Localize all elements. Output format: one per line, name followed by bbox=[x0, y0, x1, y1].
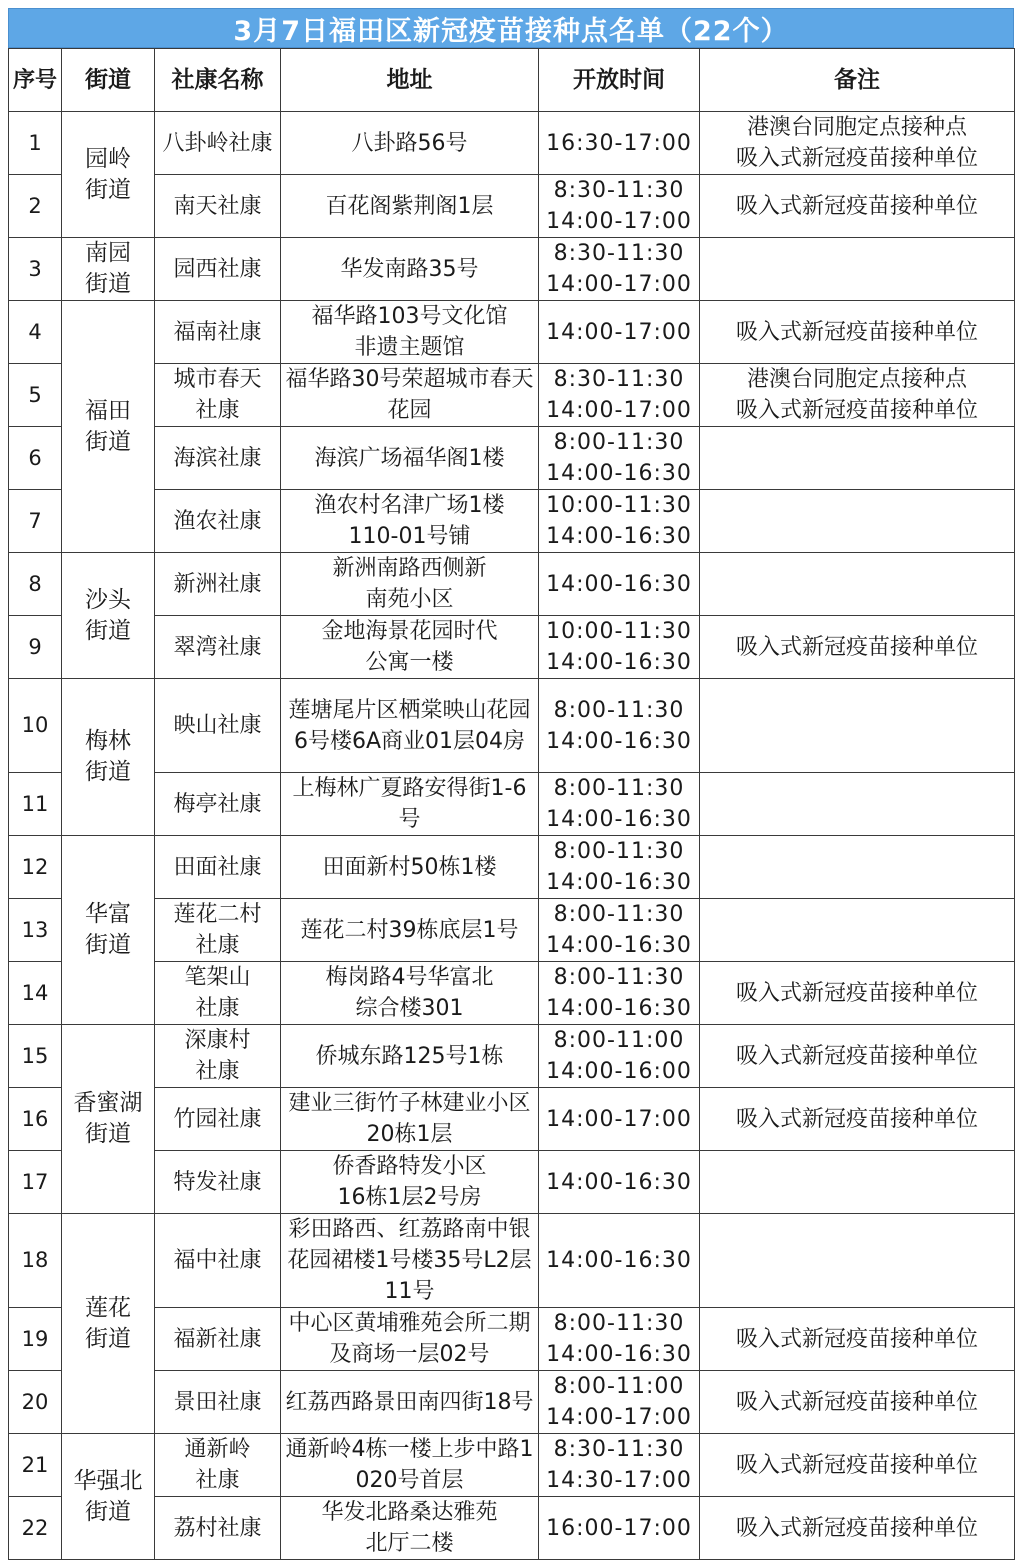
cell-hours: 8:00-11:30 14:00-16:30 bbox=[539, 773, 700, 836]
cell-clinic: 海滨社康 bbox=[155, 427, 281, 490]
cell-clinic: 田面社康 bbox=[155, 836, 281, 899]
cell-address: 红荔西路景田南四街18号 bbox=[281, 1371, 539, 1434]
cell-street: 园岭街道 bbox=[62, 112, 155, 238]
cell-seq: 16 bbox=[9, 1088, 62, 1151]
cell-address: 梅岗路4号华富北 综合楼301 bbox=[281, 962, 539, 1025]
cell-clinic: 新洲社康 bbox=[155, 553, 281, 616]
cell-address: 华发北路桑达雅苑 北厅二楼 bbox=[281, 1497, 539, 1560]
table-row bbox=[9, 1214, 1015, 1308]
table-row bbox=[9, 1434, 1015, 1497]
cell-address: 田面新村50栋1楼 bbox=[281, 836, 539, 899]
cell-address: 通新岭4栋一楼上步中路1020号首层 bbox=[281, 1434, 539, 1497]
cell-clinic: 福南社康 bbox=[155, 301, 281, 364]
table-row bbox=[9, 427, 1015, 490]
cell-seq: 7 bbox=[9, 490, 62, 553]
cell-seq: 1 bbox=[9, 112, 62, 175]
cell-address: 福华路103号文化馆 非遗主题馆 bbox=[281, 301, 539, 364]
cell-seq: 8 bbox=[9, 553, 62, 616]
table-row bbox=[9, 773, 1015, 836]
cell-notes: 吸入式新冠疫苗接种单位 bbox=[700, 1308, 1015, 1371]
cell-notes bbox=[700, 427, 1015, 490]
cell-notes: 吸入式新冠疫苗接种单位 bbox=[700, 1434, 1015, 1497]
cell-address: 华发南路35号 bbox=[281, 238, 539, 301]
header-seq: 序号 bbox=[9, 49, 62, 112]
table-row bbox=[9, 679, 1015, 773]
cell-clinic: 南天社康 bbox=[155, 175, 281, 238]
header-street: 街道 bbox=[62, 49, 155, 112]
cell-seq: 4 bbox=[9, 301, 62, 364]
table-row bbox=[9, 1025, 1015, 1088]
cell-street: 南园街道 bbox=[62, 238, 155, 301]
table-row bbox=[9, 175, 1015, 238]
table-row bbox=[9, 364, 1015, 427]
cell-address: 八卦路56号 bbox=[281, 112, 539, 175]
cell-clinic: 渔农社康 bbox=[155, 490, 281, 553]
cell-notes: 港澳台同胞定点接种点 吸入式新冠疫苗接种单位 bbox=[700, 364, 1015, 427]
cell-notes bbox=[700, 1214, 1015, 1308]
cell-address: 上梅林广夏路安得街1-6号 bbox=[281, 773, 539, 836]
cell-hours: 14:00-16:30 bbox=[539, 1151, 700, 1214]
table-row bbox=[9, 1371, 1015, 1434]
cell-notes: 吸入式新冠疫苗接种单位 bbox=[700, 1497, 1015, 1560]
header-clinic: 社康名称 bbox=[155, 49, 281, 112]
cell-notes: 吸入式新冠疫苗接种单位 bbox=[700, 301, 1015, 364]
cell-seq: 2 bbox=[9, 175, 62, 238]
cell-seq: 6 bbox=[9, 427, 62, 490]
cell-hours: 16:00-17:00 bbox=[539, 1497, 700, 1560]
cell-clinic: 通新岭 社康 bbox=[155, 1434, 281, 1497]
cell-address: 彩田路西、红荔路南中银花园裙楼1号楼35号L2层11号 bbox=[281, 1214, 539, 1308]
cell-clinic: 映山社康 bbox=[155, 679, 281, 773]
cell-hours: 8:30-11:30 14:30-17:00 bbox=[539, 1434, 700, 1497]
cell-clinic: 城市春天 社康 bbox=[155, 364, 281, 427]
cell-notes: 吸入式新冠疫苗接种单位 bbox=[700, 616, 1015, 679]
cell-street: 莲花街道 bbox=[62, 1214, 155, 1434]
cell-clinic: 福中社康 bbox=[155, 1214, 281, 1308]
table-row bbox=[9, 238, 1015, 301]
cell-hours: 14:00-17:00 bbox=[539, 301, 700, 364]
cell-notes: 吸入式新冠疫苗接种单位 bbox=[700, 1025, 1015, 1088]
table-title: 3月7日福田区新冠疫苗接种点名单（22个） bbox=[8, 8, 1014, 48]
cell-address: 新洲南路西侧新 南苑小区 bbox=[281, 553, 539, 616]
cell-address: 海滨广场福华阁1楼 bbox=[281, 427, 539, 490]
cell-seq: 15 bbox=[9, 1025, 62, 1088]
cell-hours: 8:30-11:30 14:00-17:00 bbox=[539, 238, 700, 301]
cell-seq: 3 bbox=[9, 238, 62, 301]
table-row bbox=[9, 301, 1015, 364]
cell-hours: 8:00-11:00 14:00-16:00 bbox=[539, 1025, 700, 1088]
table-row bbox=[9, 1151, 1015, 1214]
header-address: 地址 bbox=[281, 49, 539, 112]
table-row bbox=[9, 490, 1015, 553]
cell-notes: 吸入式新冠疫苗接种单位 bbox=[700, 1088, 1015, 1151]
cell-seq: 14 bbox=[9, 962, 62, 1025]
table-row bbox=[9, 553, 1015, 616]
cell-seq: 11 bbox=[9, 773, 62, 836]
cell-hours: 14:00-16:30 bbox=[539, 1214, 700, 1308]
cell-clinic: 莲花二村 社康 bbox=[155, 899, 281, 962]
cell-seq: 22 bbox=[9, 1497, 62, 1560]
cell-hours: 8:00-11:30 14:00-16:30 bbox=[539, 427, 700, 490]
cell-clinic: 福新社康 bbox=[155, 1308, 281, 1371]
cell-seq: 17 bbox=[9, 1151, 62, 1214]
cell-notes: 吸入式新冠疫苗接种单位 bbox=[700, 175, 1015, 238]
cell-seq: 18 bbox=[9, 1214, 62, 1308]
cell-notes bbox=[700, 553, 1015, 616]
cell-address: 百花阁紫荆阁1层 bbox=[281, 175, 539, 238]
cell-notes bbox=[700, 773, 1015, 836]
cell-street: 华强北街道 bbox=[62, 1434, 155, 1560]
table-row bbox=[9, 1088, 1015, 1151]
table-header-row bbox=[9, 49, 1015, 112]
cell-hours: 8:00-11:30 14:00-16:30 bbox=[539, 899, 700, 962]
cell-address: 渔农村名津广场1楼 110-01号铺 bbox=[281, 490, 539, 553]
cell-seq: 20 bbox=[9, 1371, 62, 1434]
cell-seq: 12 bbox=[9, 836, 62, 899]
cell-street: 福田街道 bbox=[62, 301, 155, 553]
cell-clinic: 竹园社康 bbox=[155, 1088, 281, 1151]
cell-clinic: 园西社康 bbox=[155, 238, 281, 301]
cell-seq: 5 bbox=[9, 364, 62, 427]
cell-notes: 吸入式新冠疫苗接种单位 bbox=[700, 1371, 1015, 1434]
cell-street: 香蜜湖街道 bbox=[62, 1025, 155, 1214]
cell-hours: 8:00-11:30 14:00-16:30 bbox=[539, 962, 700, 1025]
cell-notes bbox=[700, 1151, 1015, 1214]
cell-clinic: 特发社康 bbox=[155, 1151, 281, 1214]
vaccination-sites-table-container bbox=[8, 8, 1014, 1560]
cell-hours: 8:30-11:30 14:00-17:00 bbox=[539, 364, 700, 427]
vaccination-sites-table bbox=[8, 48, 1015, 1560]
table-row bbox=[9, 112, 1015, 175]
table-row bbox=[9, 962, 1015, 1025]
cell-address: 金地海景花园时代 公寓一楼 bbox=[281, 616, 539, 679]
cell-address: 莲花二村39栋底层1号 bbox=[281, 899, 539, 962]
cell-hours: 14:00-17:00 bbox=[539, 1088, 700, 1151]
cell-seq: 13 bbox=[9, 899, 62, 962]
cell-clinic: 翠湾社康 bbox=[155, 616, 281, 679]
cell-notes bbox=[700, 238, 1015, 301]
cell-hours: 14:00-16:30 bbox=[539, 553, 700, 616]
table-row bbox=[9, 836, 1015, 899]
table-row bbox=[9, 1497, 1015, 1560]
cell-clinic: 梅亭社康 bbox=[155, 773, 281, 836]
cell-address: 福华路30号荣超城市春天花园 bbox=[281, 364, 539, 427]
cell-hours: 10:00-11:30 14:00-16:30 bbox=[539, 490, 700, 553]
cell-seq: 9 bbox=[9, 616, 62, 679]
cell-street: 华富街道 bbox=[62, 836, 155, 1025]
cell-clinic: 景田社康 bbox=[155, 1371, 281, 1434]
cell-hours: 8:00-11:30 14:00-16:30 bbox=[539, 836, 700, 899]
cell-address: 中心区黄埔雅苑会所二期及商场一层02号 bbox=[281, 1308, 539, 1371]
cell-clinic: 八卦岭社康 bbox=[155, 112, 281, 175]
header-notes: 备注 bbox=[700, 49, 1015, 112]
cell-hours: 8:30-11:30 14:00-17:00 bbox=[539, 175, 700, 238]
cell-address: 建业三街竹子林建业小区20栋1层 bbox=[281, 1088, 539, 1151]
cell-address: 莲塘尾片区栖棠映山花园6号楼6A商业01层04房 bbox=[281, 679, 539, 773]
header-hours: 开放时间 bbox=[539, 49, 700, 112]
cell-hours: 8:00-11:00 14:00-17:00 bbox=[539, 1371, 700, 1434]
cell-notes bbox=[700, 679, 1015, 773]
cell-seq: 19 bbox=[9, 1308, 62, 1371]
cell-address: 侨城东路125号1栋 bbox=[281, 1025, 539, 1088]
cell-notes bbox=[700, 899, 1015, 962]
cell-hours: 10:00-11:30 14:00-16:30 bbox=[539, 616, 700, 679]
table-row bbox=[9, 899, 1015, 962]
cell-clinic: 深康村 社康 bbox=[155, 1025, 281, 1088]
cell-seq: 21 bbox=[9, 1434, 62, 1497]
cell-hours: 8:00-11:30 14:00-16:30 bbox=[539, 1308, 700, 1371]
cell-street: 沙头街道 bbox=[62, 553, 155, 679]
cell-clinic: 荔村社康 bbox=[155, 1497, 281, 1560]
cell-notes bbox=[700, 836, 1015, 899]
cell-address: 侨香路特发小区 16栋1层2号房 bbox=[281, 1151, 539, 1214]
cell-seq: 10 bbox=[9, 679, 62, 773]
cell-clinic: 笔架山 社康 bbox=[155, 962, 281, 1025]
cell-notes bbox=[700, 490, 1015, 553]
cell-notes: 港澳台同胞定点接种点 吸入式新冠疫苗接种单位 bbox=[700, 112, 1015, 175]
cell-hours: 8:00-11:30 14:00-16:30 bbox=[539, 679, 700, 773]
table-row bbox=[9, 1308, 1015, 1371]
cell-notes: 吸入式新冠疫苗接种单位 bbox=[700, 962, 1015, 1025]
cell-hours: 16:30-17:00 bbox=[539, 112, 700, 175]
table-row bbox=[9, 616, 1015, 679]
cell-street: 梅林街道 bbox=[62, 679, 155, 836]
